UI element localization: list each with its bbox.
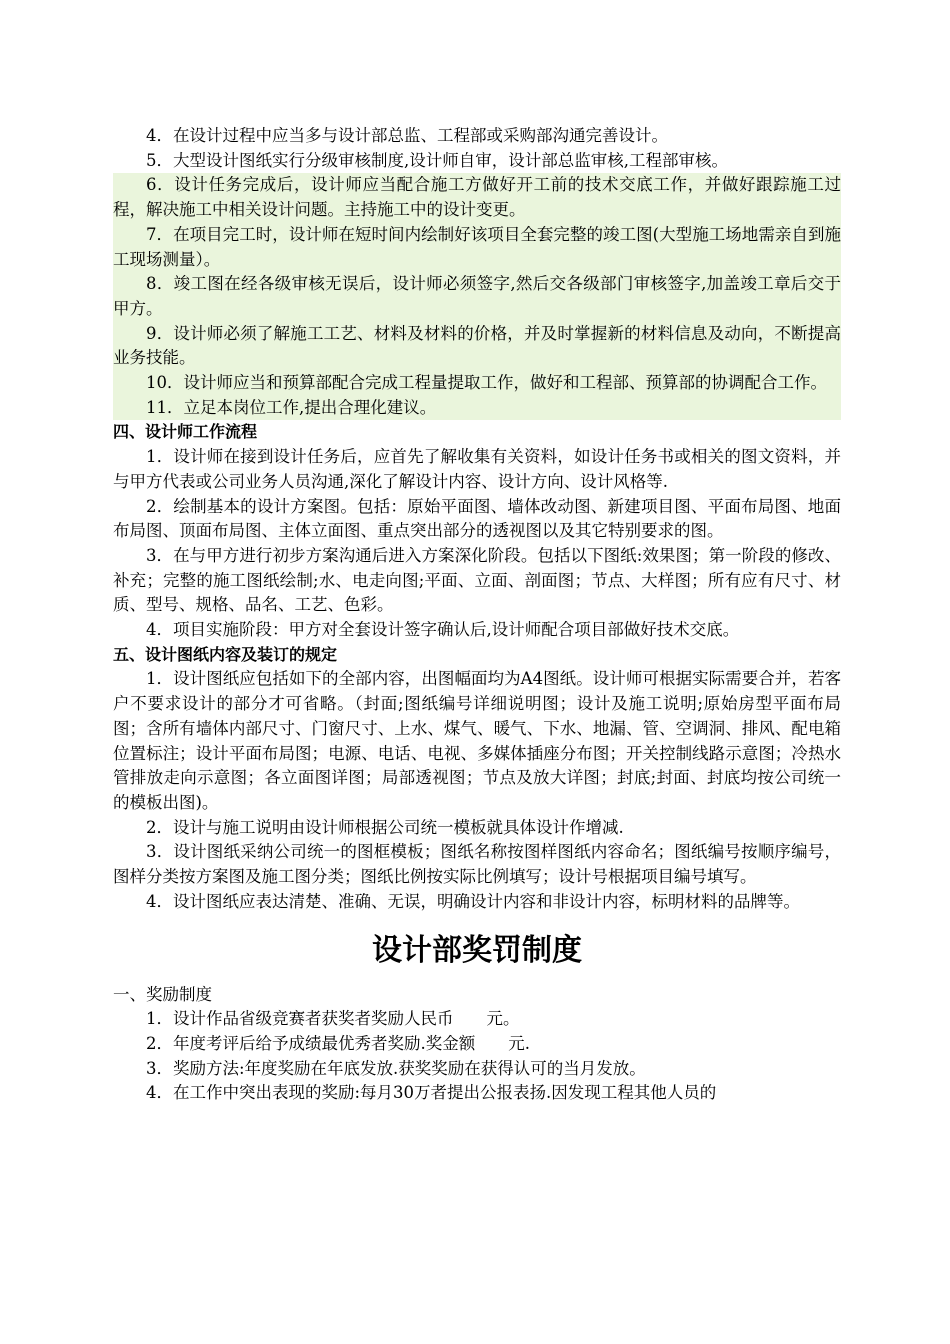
section-heading: 四、设计师工作流程 — [113, 422, 258, 442]
section-heading: 一、奖励制度 — [113, 984, 212, 1004]
list-item-highlighted: 6．设计任务完成后，设计师应当配合施工方做好开工前的技术交底工作，并做好跟踪施工过程，解决施工中相关设计问题。主持施工中的设计变更。 — [113, 173, 841, 222]
list-item: 3．在与甲方进行初步方案沟通后进入方案深化阶段。包括以下图纸:效果图；第一阶段的修改、补充；完整的施工图纸绘制;水、电走向图;平面、立面、剖面图；节点、大样图；所有应有尺寸、材质、型号、规格、品名、工艺、色彩。 — [113, 545, 841, 615]
list-item: 1．设计作品省级竞赛者获奖者奖励人民币 元。 — [146, 1009, 520, 1029]
list-item-highlighted: 11．立足本岗位工作,提出合理化建议。 — [113, 396, 841, 421]
list-item: 5．大型设计图纸实行分级审核制度,设计师自审，设计部总监审核,工程部审核。 — [146, 150, 728, 170]
list-item: 2．设计与施工说明由设计师根据公司统一模板就具体设计作增减. — [146, 817, 624, 837]
list-item-highlighted: 10．设计师应当和预算部配合完成工程量提取工作，做好和工程部、预算部的协调配合工作。 — [113, 371, 841, 396]
document-body — [113, 124, 841, 1106]
list-item-highlighted: 7．在项目完工时，设计师在短时间内绘制好该项目全套完整的竣工图(大型施工场地需亲自到施工现场测量）。 — [113, 223, 841, 272]
list-item: 4．在设计过程中应当多与设计部总监、工程部或采购部沟通完善设计。 — [146, 126, 668, 145]
list-item: 1．设计图纸应包括如下的全部内容，出图幅面均为A4图纸。设计师可根据实际需要合并，若客户不要求设计的部分才可省略。（封面;图纸编号详细说明图；设计及施工说明;原始房型平面布局图；含所有墙体内部尺寸、门窗尺寸、上水、煤气、暖气、下水、地漏、管、空调洞、排风、配电箱位置标注；设计平面布局图；电源、电话、电视、多媒体插座分布图；开关控制线路示意图；冷热水管排放走向示意图；各立面图详图；局部透视图；节点及放大详图；封底;封面、封底均按公司统一的模板出图)。 — [113, 669, 841, 812]
list-item: 2．绘制基本的设计方案图。包括：原始平面图、墙体改动图、新建项目图、平面布局图、地面布局图、顶面布局图、主体立面图、重点突出部分的透视图以及其它特别要求的图。 — [113, 496, 841, 541]
list-item: 1．设计师在接到设计任务后，应首先了解收集有关资料，如设计任务书或相关的图文资料，并与甲方代表或公司业务人员沟通,深化了解设计内容、设计方向、设计风格等. — [113, 447, 841, 491]
list-item: 4．设计图纸应表达清楚、准确、无误，明确设计内容和非设计内容，标明材料的品牌等。 — [146, 891, 800, 911]
section-heading: 五、设计图纸内容及装订的规定 — [113, 644, 338, 664]
list-item: 2．年度考评后给予成绩最优秀者奖励.奖金额 元. — [146, 1033, 530, 1053]
list-item: 3．设计图纸采纳公司统一的图框模板；图纸名称按图样图纸内容命名；图纸编号按顺序编号，图样分类按方案图及施工图分类；图纸比例按实际比例填写；设计号根据项目编号填写。 — [113, 842, 841, 887]
list-item-highlighted: 9．设计师必须了解施工工艺、材料及材料的价格，并及时掌握新的材料信息及动向，不断提高业务技能。 — [113, 322, 841, 371]
document-title: 设计部奖罚制度 — [372, 932, 582, 968]
list-item-highlighted: 8．竣工图在经各级审核无误后，设计师必须签字,然后交各级部门审核签字,加盖竣工章后交于甲方。 — [113, 272, 841, 321]
list-item: 3．奖励方法:年度奖励在年底发放.获奖奖励在获得认可的当月发放。 — [146, 1058, 646, 1078]
list-item: 4．项目实施阶段：甲方对全套设计签字确认后,设计师配合项目部做好技术交底。 — [146, 620, 740, 640]
list-item: 4．在工作中突出表现的奖励:每月30万者提出公报表扬.因发现工程其他人员的 — [146, 1083, 717, 1103]
